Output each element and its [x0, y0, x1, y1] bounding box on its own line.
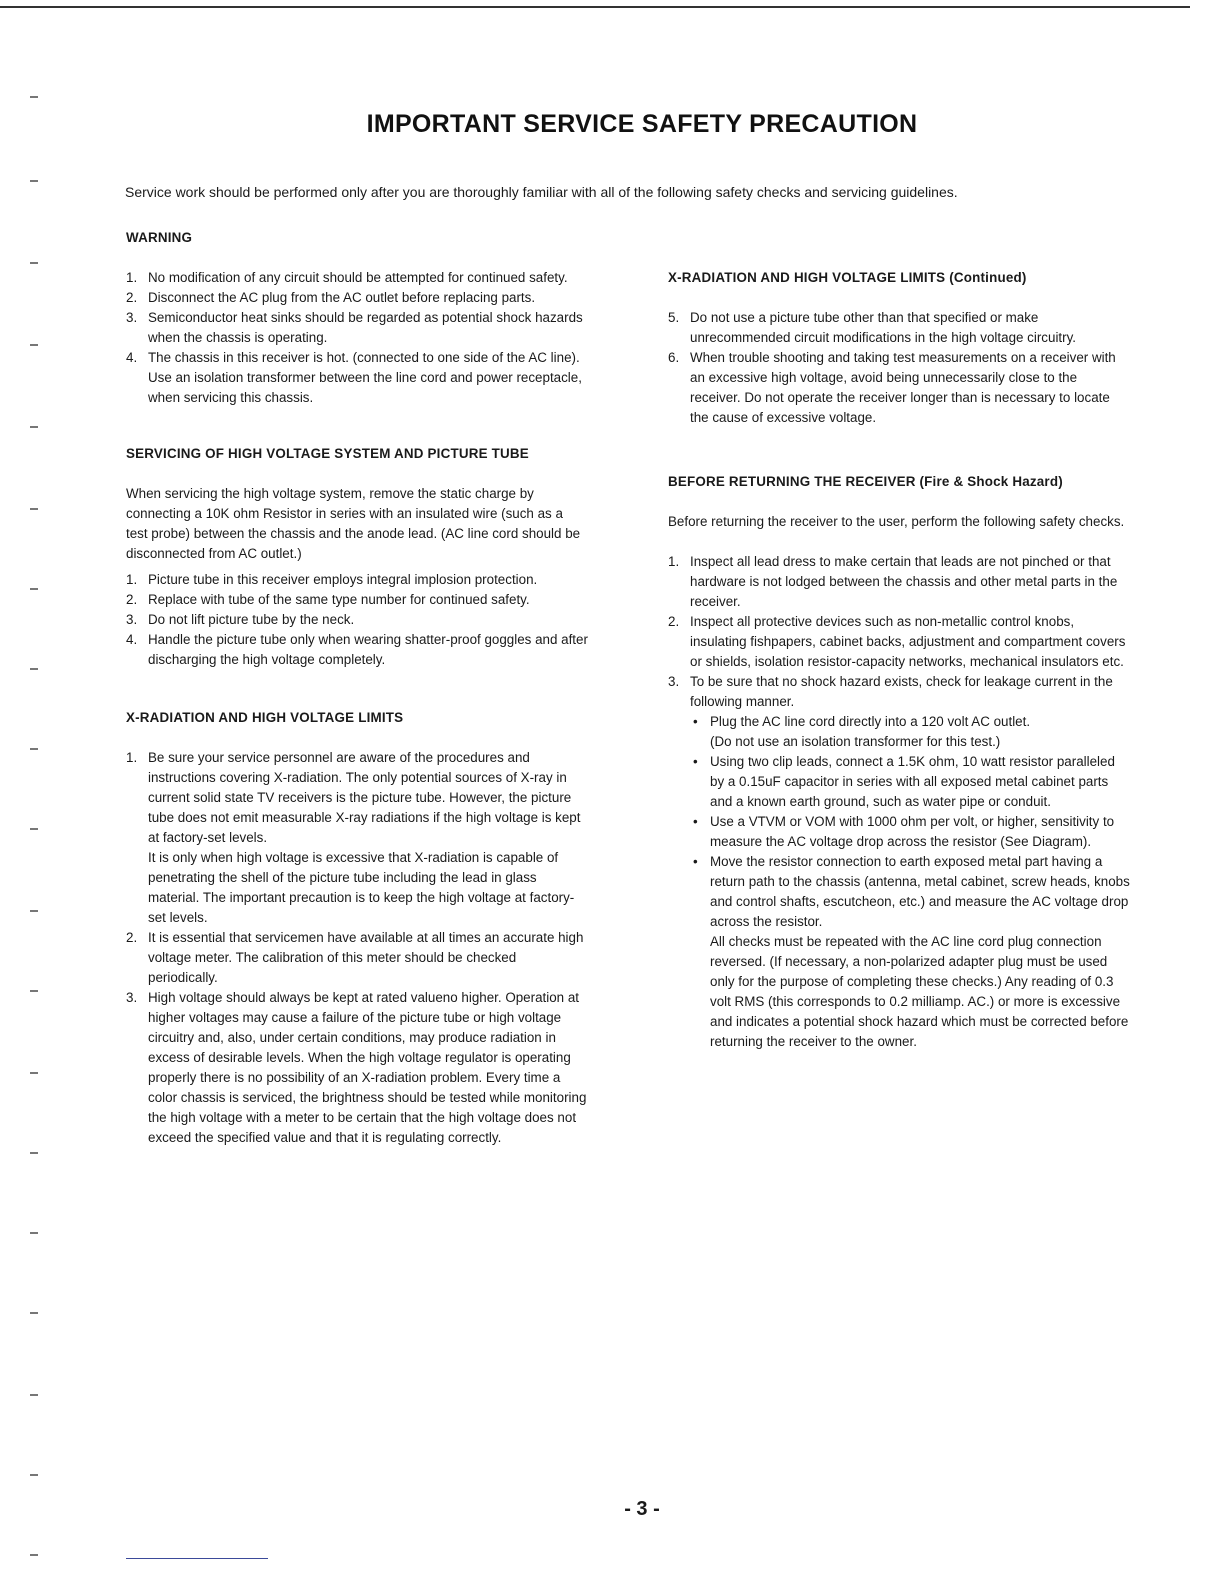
item-number: 3.: [126, 310, 138, 325]
bullet-icon: •: [693, 754, 698, 769]
list-item: [126, 928, 588, 988]
list-item: [126, 268, 588, 288]
list-item: [126, 590, 588, 610]
list-item: [126, 630, 588, 670]
bullet-extra-text: (Do not use an isolation transformer for this test.): [710, 734, 1001, 749]
item-number: 5.: [668, 310, 680, 325]
binding-margin-marks: [30, 0, 42, 1584]
item-text: To be sure that no shock hazard exists, check for leakage current in the following manner.: [690, 674, 1113, 709]
item-text: High voltage should always be kept at rated valueno higher. Operation at higher voltages may cause a failure of the picture tube or high voltage circuitry and, also, under certain conditions, may produce radiation in excess of desirable levels. When the high voltage regulator is operating properly there is no possibility of an X-radiation problem. Every time a color chassis is serviced, the brightness should be tested while monitoring the high voltage with a meter to be certain that the high voltage does not exceed the specified value and that it is regulating correctly.: [148, 990, 587, 1145]
bullet-icon: •: [693, 854, 698, 869]
bullet-icon: •: [693, 814, 698, 829]
page-title: IMPORTANT SERVICE SAFETY PRECAUTION: [366, 110, 918, 138]
list-item: [668, 672, 1130, 1052]
item-number: 1.: [668, 554, 680, 569]
item-text: Do not lift picture tube by the neck.: [148, 612, 355, 627]
left-column: [126, 228, 588, 1148]
bullet-item: [690, 712, 1130, 752]
list-item: [126, 988, 588, 1148]
bullet-icon: •: [693, 714, 698, 729]
bullet-item: [690, 752, 1130, 812]
list-item: [668, 308, 1130, 348]
item-text: Disconnect the AC plug from the AC outlet before replacing parts.: [148, 290, 536, 305]
xradiation-continued-list: [668, 308, 1130, 428]
item-number: 2.: [126, 592, 138, 607]
item-text: Do not use a picture tube other than that specified or make unrecommended circuit modifications in the high voltage circuitry.: [690, 310, 1077, 345]
bottom-rule: [126, 1558, 268, 1559]
warning-list: [126, 268, 588, 408]
item-text: Semiconductor heat sinks should be regarded as potential shock hazards when the chassis is operating.: [148, 310, 583, 345]
list-item: [668, 552, 1130, 612]
item-number: 1.: [126, 750, 138, 765]
before-returning-heading: BEFORE RETURNING THE RECEIVER (Fire & Shock Hazard): [668, 474, 1063, 489]
item-text: Picture tube in this receiver employs integral implosion protection.: [148, 572, 538, 587]
intro-text: Service work should be performed only after you are thoroughly familiar with all of the following safety checks and servicing guidelines.: [125, 184, 958, 200]
item-number: 6.: [668, 350, 680, 365]
xradiation-list: [126, 748, 588, 1148]
item-number: 2.: [668, 614, 680, 629]
item-number: 1.: [126, 572, 138, 587]
bullet-text: Plug the AC line cord directly into a 120 volt AC outlet.: [710, 714, 1031, 729]
page-number: - 3 -: [624, 1498, 660, 1520]
bullet-text: Using two clip leads, connect a 1.5K ohm, 10 watt resistor paralleled by a 0.15uF capacitor in series with all exposed metal cabinet parts and a known earth ground, such as water pipe or conduit.: [710, 754, 1115, 809]
item-number: 2.: [126, 290, 138, 305]
before-returning-list: [668, 552, 1130, 1052]
item-text: Inspect all lead dress to make certain that leads are not pinched or that hardware is not lodged between the chassis and other metal parts in the receiver.: [690, 554, 1118, 609]
item-text: Replace with tube of the same type number for continued safety.: [148, 592, 530, 607]
servicing-heading: SERVICING OF HIGH VOLTAGE SYSTEM AND PICTURE TUBE: [126, 446, 529, 461]
list-item: [126, 748, 588, 928]
item-extra-text: Use an isolation transformer between the line cord and power receptacle, when servicing this chassis.: [148, 370, 582, 405]
item-number: 1.: [126, 270, 138, 285]
item-number: 3.: [126, 990, 138, 1005]
item-number: 4.: [126, 350, 138, 365]
servicing-list: [126, 570, 588, 670]
list-item: [668, 348, 1130, 428]
item-text: When trouble shooting and taking test measurements on a receiver with an excessive high voltage, avoid being unnecessarily close to the receiver. Do not operate the receiver longer than is necessary to locate the cause of excessive voltage.: [690, 350, 1116, 425]
list-item: [126, 570, 588, 590]
list-item: [668, 612, 1130, 672]
item-number: 3.: [668, 674, 680, 689]
item-text: Inspect all protective devices such as non-metallic control knobs, insulating fishpapers, cabinet backs, adjustment and compartment covers or shields, isolation resistor-capacity networks, mechanical insulators etc.: [690, 614, 1126, 669]
xradiation-heading: X-RADIATION AND HIGH VOLTAGE LIMITS: [126, 710, 404, 725]
bullet-text: Move the resistor connection to earth exposed metal part having a return path to the chassis (antenna, metal cabinet, screw heads, knobs and control shafts, escutcheon, etc.) and measure the AC voltage drop across the resistor.: [710, 854, 1130, 929]
list-item: [126, 610, 588, 630]
item-extra-text: It is only when high voltage is excessive that X-radiation is capable of penetrating the shell of the picture tube including the lead in glass material. The important precaution is to keep the high voltage at factory-set levels.: [148, 850, 575, 925]
bullet-item: [690, 852, 1130, 1052]
list-item: [126, 348, 588, 408]
item-text: Handle the picture tube only when wearing shatter-proof goggles and after discharging the high voltage completely.: [148, 632, 588, 667]
bullet-text: Use a VTVM or VOM with 1000 ohm per volt, or higher, sensitivity to measure the AC voltage drop across the resistor (See Diagram).: [710, 814, 1115, 849]
warning-heading: WARNING: [126, 230, 193, 245]
right-column: [668, 268, 1130, 1052]
list-item: [126, 308, 588, 348]
item-number: 3.: [126, 612, 138, 627]
item-text: Be sure your service personnel are aware of the procedures and instructions covering X-radiation. The only potential sources of X-ray in current solid state TV receivers is the picture tube. However, the picture tube does not emit measurable X-ray radiations if the high voltage is kept at factory-set levels.: [148, 750, 581, 845]
xradiation-continued-heading: X-RADIATION AND HIGH VOLTAGE LIMITS (Continued): [668, 270, 1027, 285]
list-item: [126, 288, 588, 308]
bullet-extra-text: All checks must be repeated with the AC line cord plug connection reversed. (If necessary, a non-polarized adapter plug must be used only for the purpose of completing these checks.) Any reading of 0.3 volt RMS (this corresponds to 0.2 milliamp. AC.) or more is excessive and indicates a potential shock hazard which must be corrected before returning the receiver to the owner.: [710, 934, 1129, 1049]
bullet-item: [690, 812, 1130, 852]
item-number: 2.: [126, 930, 138, 945]
item-text: The chassis in this receiver is hot. (connected to one side of the AC line).: [148, 350, 580, 365]
before-returning-paragraph: Before returning the receiver to the user, perform the following safety checks.: [668, 514, 1125, 529]
top-rule: [0, 6, 1190, 8]
servicing-paragraph: When servicing the high voltage system, remove the static charge by connecting a 10K ohm Resistor in series with an insulated wire (such as a test probe) between the chassis and the anode lead. (AC line cord should be disconnected from AC outlet.): [126, 486, 581, 561]
item-text: It is essential that servicemen have available at all times an accurate high voltage meter. The calibration of this meter should be checked periodically.: [148, 930, 584, 985]
item-number: 4.: [126, 632, 138, 647]
leakage-check-bullets: [690, 712, 1130, 1052]
item-text: No modification of any circuit should be attempted for continued safety.: [148, 270, 568, 285]
